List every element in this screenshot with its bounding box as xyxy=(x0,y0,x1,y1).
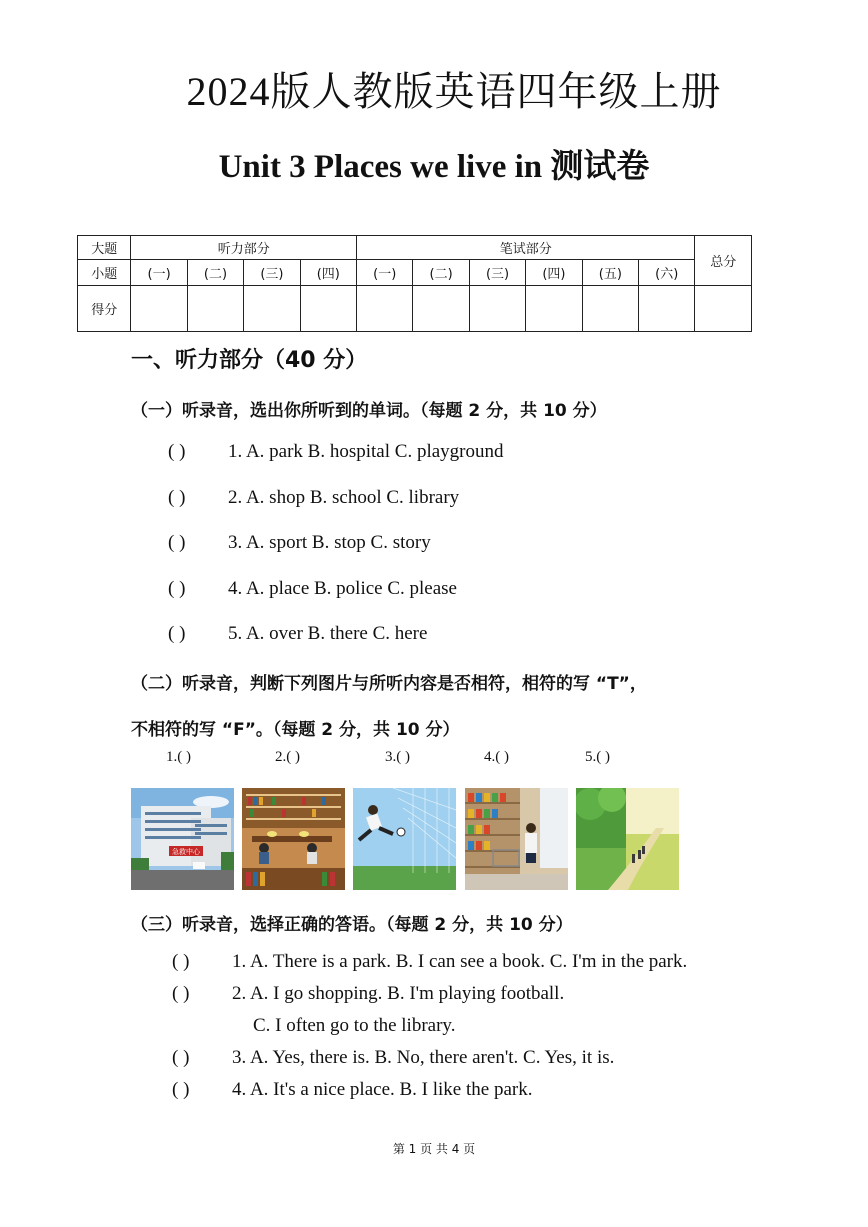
answer-blank: ( ) xyxy=(168,578,186,599)
score-table xyxy=(77,235,752,332)
writing-part-label: (五) xyxy=(582,260,638,286)
page-number: 第 1 页 共 4 页 xyxy=(392,1142,476,1156)
hospital-picture xyxy=(131,788,234,890)
page-title: 2024版人教版英语四年级上册 xyxy=(186,69,722,114)
page-subtitle: Unit 3 Places we live in 测试卷 xyxy=(218,149,650,185)
score-cell xyxy=(639,286,695,332)
answer-blank: ( ) xyxy=(172,983,190,1004)
row-label-major: 大题 xyxy=(78,236,131,260)
row-label-minor: 小题 xyxy=(78,260,131,286)
answer-blank: ( ) xyxy=(172,1047,190,1068)
answer-blank: ( ) xyxy=(172,1079,190,1100)
writing-part-label: (一) xyxy=(357,260,413,286)
answer-blank: ( ) xyxy=(168,487,186,508)
listening-part-label: (四) xyxy=(300,260,356,286)
listening-part-header: 听力部分 xyxy=(131,236,357,260)
score-cell xyxy=(244,286,300,332)
part-heading-continuation: 不相符的写 “F”。（每题 2 分，共 10 分） xyxy=(131,720,460,740)
answer-blank: ( ) xyxy=(168,623,186,644)
answer-blank: ( ) xyxy=(168,532,186,553)
listening-part-label: (二) xyxy=(187,260,243,286)
answer-blank: ( ) xyxy=(172,951,190,972)
writing-part-header: 笔试部分 xyxy=(357,236,695,260)
writing-part-label: (三) xyxy=(469,260,525,286)
question-text: 5. A. over B. there C. here xyxy=(228,623,428,644)
question-item xyxy=(172,951,687,973)
question-text: 3. A. Yes, there is. B. No, there aren't. C. Yes, it is. xyxy=(232,1047,615,1068)
question-text: 4. A. place B. police C. please xyxy=(228,578,457,599)
park-picture xyxy=(576,788,679,890)
answer-blank: ( ) xyxy=(168,441,186,462)
score-cell xyxy=(187,286,243,332)
writing-part-label: (二) xyxy=(413,260,469,286)
question-text: 3. A. sport B. stop C. story xyxy=(228,532,431,553)
answer-blank: 4.( ) xyxy=(484,749,509,765)
score-cell xyxy=(526,286,582,332)
listening-part-label: (一) xyxy=(131,260,187,286)
football-picture xyxy=(353,788,456,890)
score-cell xyxy=(413,286,469,332)
score-cell xyxy=(469,286,525,332)
question-item xyxy=(168,487,459,509)
hospital-sign: 急救中心 xyxy=(172,848,200,856)
writing-part-label: (六) xyxy=(639,260,695,286)
library-picture xyxy=(242,788,345,890)
score-cell xyxy=(695,286,752,332)
part-heading: （一）听录音，选出你所听到的单词。（每题 2 分，共 10 分） xyxy=(131,401,607,421)
answer-blank: 3.( ) xyxy=(385,749,410,765)
shop-picture xyxy=(465,788,568,890)
question-item xyxy=(172,983,564,1005)
answer-blank: 5.( ) xyxy=(585,749,610,765)
question-text: 2. A. shop B. school C. library xyxy=(228,487,460,508)
question-text: 2. A. I go shopping. B. I'm playing football. xyxy=(232,983,565,1004)
total-score-header: 总分 xyxy=(695,236,752,286)
question-item xyxy=(168,578,457,600)
score-cell xyxy=(300,286,356,332)
question-text: 1. A. There is a park. B. I can see a book. C. I'm in the park. xyxy=(232,951,688,972)
writing-part-label: (四) xyxy=(526,260,582,286)
section-heading: 一、听力部分（40 分） xyxy=(131,348,368,373)
question-item xyxy=(172,1079,532,1101)
question-item xyxy=(168,441,503,463)
question-text: 4. A. It's a nice place. B. I like the park. xyxy=(232,1079,533,1100)
question-item xyxy=(168,532,431,554)
score-cell xyxy=(357,286,413,332)
question-continuation: C. I often go to the library. xyxy=(253,1015,456,1036)
score-cell xyxy=(582,286,638,332)
score-cell xyxy=(131,286,187,332)
part-heading: （三）听录音，选择正确的答语。（每题 2 分，共 10 分） xyxy=(131,915,573,935)
answer-blank: 2.( ) xyxy=(275,749,300,765)
part-heading: （二）听录音，判断下列图片与所听内容是否相符，相符的写 “T”， xyxy=(131,674,647,694)
question-item xyxy=(172,1047,614,1069)
listening-part-label: (三) xyxy=(244,260,300,286)
question-item xyxy=(168,623,427,645)
question-text: 1. A. park B. hospital C. playground xyxy=(228,441,504,462)
row-label-score: 得分 xyxy=(78,286,131,332)
answer-blank: 1.( ) xyxy=(166,749,191,765)
